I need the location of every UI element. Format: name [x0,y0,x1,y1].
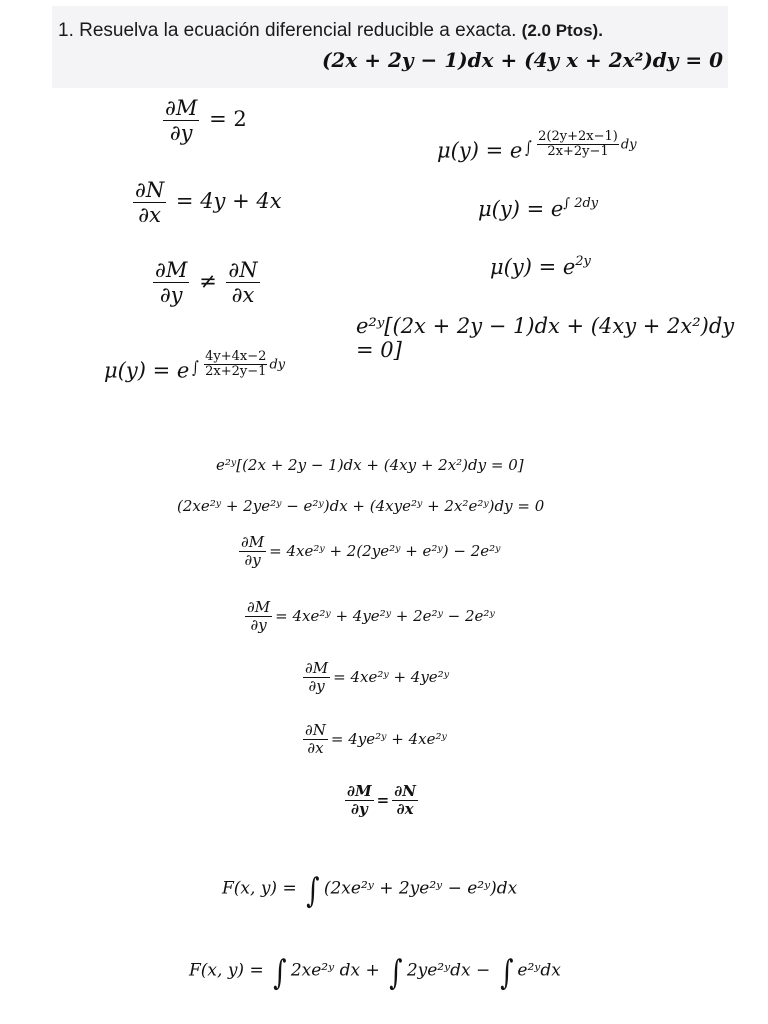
step-4: $\frac{\partial M}{\partial y}$ = 4xe²ʸ + 4ye²ʸ + 2e²ʸ − 2e²ʸ [247,598,495,635]
integral-sign: ∫ [306,871,320,911]
step-1: e²ʸ[(2x + 2y − 1)dx + (4xy + 2x²)dy = 0] [216,456,524,474]
header-band [52,6,728,88]
main-equation: (2x + 2y − 1)dx + (4y x + 2x²)dy = 0 [322,48,724,72]
step-3: $\frac{\partial M}{\partial y}$ = 4xe²ʸ + 2(2ye²ʸ + e²ʸ) − 2e²ʸ [241,533,501,570]
multiplied-equation [356,314,734,362]
integral-sign: ∫ [389,953,403,993]
integral-sign: ∫ [499,953,514,993]
step-7-exactness: $\frac{\partial M}{\partial y}$ = $\frac{\partial N}{\partial x}$ [347,782,416,819]
step-2: (2xe²ʸ + 2ye²ʸ − e²ʸ)dx + (4xye²ʸ + 2x²e²ʸ)dy = 0 [177,497,545,515]
mu-integrating-factor-1: μ(y) = e ∫ $\frac{4y+4x-2}{2x+2y-1}$ dy [104,349,286,383]
multiplied-equation-line-1: e²ʸ[(2x + 2y − 1)dx + (4xy + 2x²)dy [356,314,735,338]
dM-dy-fraction: $\frac{\partial M}{\partial y}$ [165,96,198,146]
problem-statement: 1. Resuelva la ecuación diferencial reducible a exacta. [58,20,517,41]
dN-dx-fraction: $\frac{\partial N}{\partial x}$ [135,178,165,228]
multiplied-equation-line-2: = 0] [356,338,402,362]
problem-points: (2.0 Ptos). [521,21,603,40]
step-6: $\frac{\partial N}{\partial x}$ = 4ye²ʸ + 4xe²ʸ [305,721,447,758]
mu-integrating-factor-2: μ(y) = e ∫ $\frac{2(2y+2x-1)}{2x+2y-1}$ dy [437,129,637,163]
dN-dx-equation: $\frac{\partial N}{\partial x}$ = 4y + 4x [135,178,282,228]
integral-sign: ∫ [273,953,287,993]
step-5: $\frac{\partial M}{\partial y}$ = 4xe²ʸ + 4ye²ʸ [305,659,450,696]
step-9-split-integral: F(x, y) = ∫ 2xe²ʸ dx + ∫ 2ye²ʸdx − ∫ e²ʸdx [189,953,561,993]
step-8-potential: F(x, y) = ∫ (2xe²ʸ + 2ye²ʸ − e²ʸ)dx [222,871,518,911]
mu-integrating-factor-4: μ(y) = e2y [490,254,591,280]
mu-integrating-factor-3: μ(y) = e∫ 2dy [478,196,599,222]
not-equal-comparison: $\frac{\partial M}{\partial y}$ ≠ $\frac{\partial N}{\partial x}$ [155,258,258,308]
problem-title [58,20,603,42]
dM-dy-equation: $\frac{\partial M}{\partial y}$ = 2 [165,96,247,146]
